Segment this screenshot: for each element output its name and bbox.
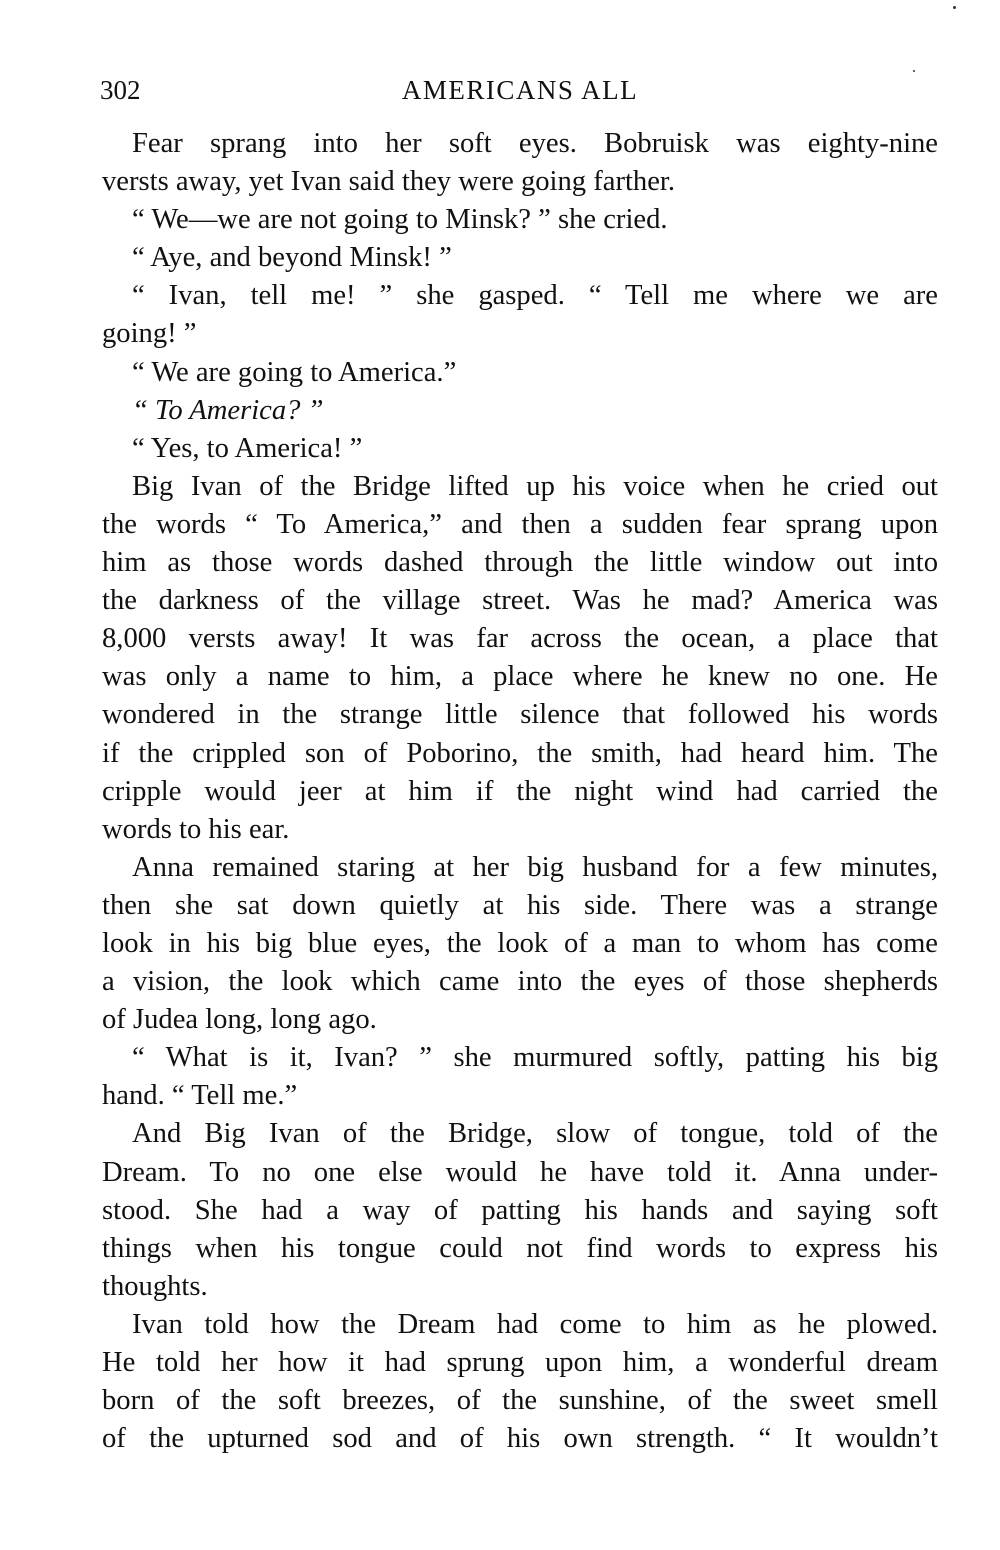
- text-line: “ Yes, to America! ”: [132, 432, 363, 464]
- text-line: Dream. To no one else would he have told it. Anna under-: [102, 1156, 938, 1188]
- text-line: stood. She had a way of patting his hands and saying soft: [102, 1194, 938, 1226]
- page-number: 302: [100, 75, 141, 105]
- text-line: Anna remained staring at her big husband for a few minutes,: [132, 851, 938, 883]
- text-line: And Big Ivan of the Bridge, slow of tongue, told of the: [132, 1118, 938, 1150]
- text-line: wondered in the strange little silence that followed his words: [102, 699, 938, 731]
- text-line: Big Ivan of the Bridge lifted up his voice when he cried out: [132, 470, 938, 502]
- text-line: then she sat down quietly at his side. There was a strange: [102, 889, 938, 921]
- text-line: He told her how it had sprung upon him, a wonderful dream: [102, 1347, 938, 1378]
- text-line: “ Ivan, tell me! ” she gasped. “ Tell me where we are: [132, 280, 938, 312]
- running-head: AMERICANS ALL: [401, 75, 639, 105]
- text-line: the words “ To America,” and then a sudden fear sprang upon: [102, 508, 938, 540]
- text-line: “ Aye, and beyond Minsk! ”: [132, 242, 452, 274]
- text-line: the darkness of the village street. Was he mad? America was: [102, 585, 938, 617]
- text-line: a vision, the look which came into the eyes of those shepherds: [102, 966, 938, 998]
- text-line: cripple would jeer at him if the night wind had carried the: [102, 775, 938, 807]
- page-header: [100, 70, 940, 110]
- text-line: “ We—we are not going to Minsk? ” she cried.: [132, 204, 668, 236]
- text-line: “ What is it, Ivan? ” she murmured softly, patting his big: [132, 1042, 938, 1074]
- text-line: “ To America? ”: [132, 394, 324, 426]
- text-line: words to his ear.: [102, 813, 290, 845]
- text-line: look in his big blue eyes, the look of a man to whom has come: [102, 927, 938, 959]
- text-line: going! ”: [102, 318, 197, 350]
- text-line: versts away, yet Ivan said they were going farther.: [102, 166, 675, 198]
- text-line: thoughts.: [102, 1270, 208, 1302]
- body-text: [102, 125, 938, 1458]
- scan-speck: [913, 70, 915, 72]
- text-line: him as those words dashed through the little window out into: [102, 547, 938, 579]
- scan-speck: [953, 6, 956, 9]
- text-line: 8,000 versts away! It was far across the ocean, a place that: [102, 623, 938, 655]
- text-line: Fear sprang into her soft eyes. Bobruisk was eighty-nine: [132, 128, 938, 159]
- text-line: things when his tongue could not find words to express his: [102, 1232, 938, 1264]
- text-line: of Judea long, long ago.: [102, 1004, 377, 1036]
- text-line: “ We are going to America.”: [132, 356, 457, 388]
- text-line: born of the soft breezes, of the sunshine, of the sweet smell: [102, 1385, 938, 1417]
- text-line: was only a name to him, a place where he knew no one. He: [102, 661, 938, 693]
- text-line: Ivan told how the Dream had come to him as he plowed.: [132, 1308, 938, 1340]
- text-line: hand. “ Tell me.”: [102, 1080, 298, 1112]
- text-line: of the upturned sod and of his own strength. “ It wouldn’t: [102, 1423, 938, 1455]
- text-line: if the crippled son of Poborino, the smith, had heard him. The: [102, 737, 938, 769]
